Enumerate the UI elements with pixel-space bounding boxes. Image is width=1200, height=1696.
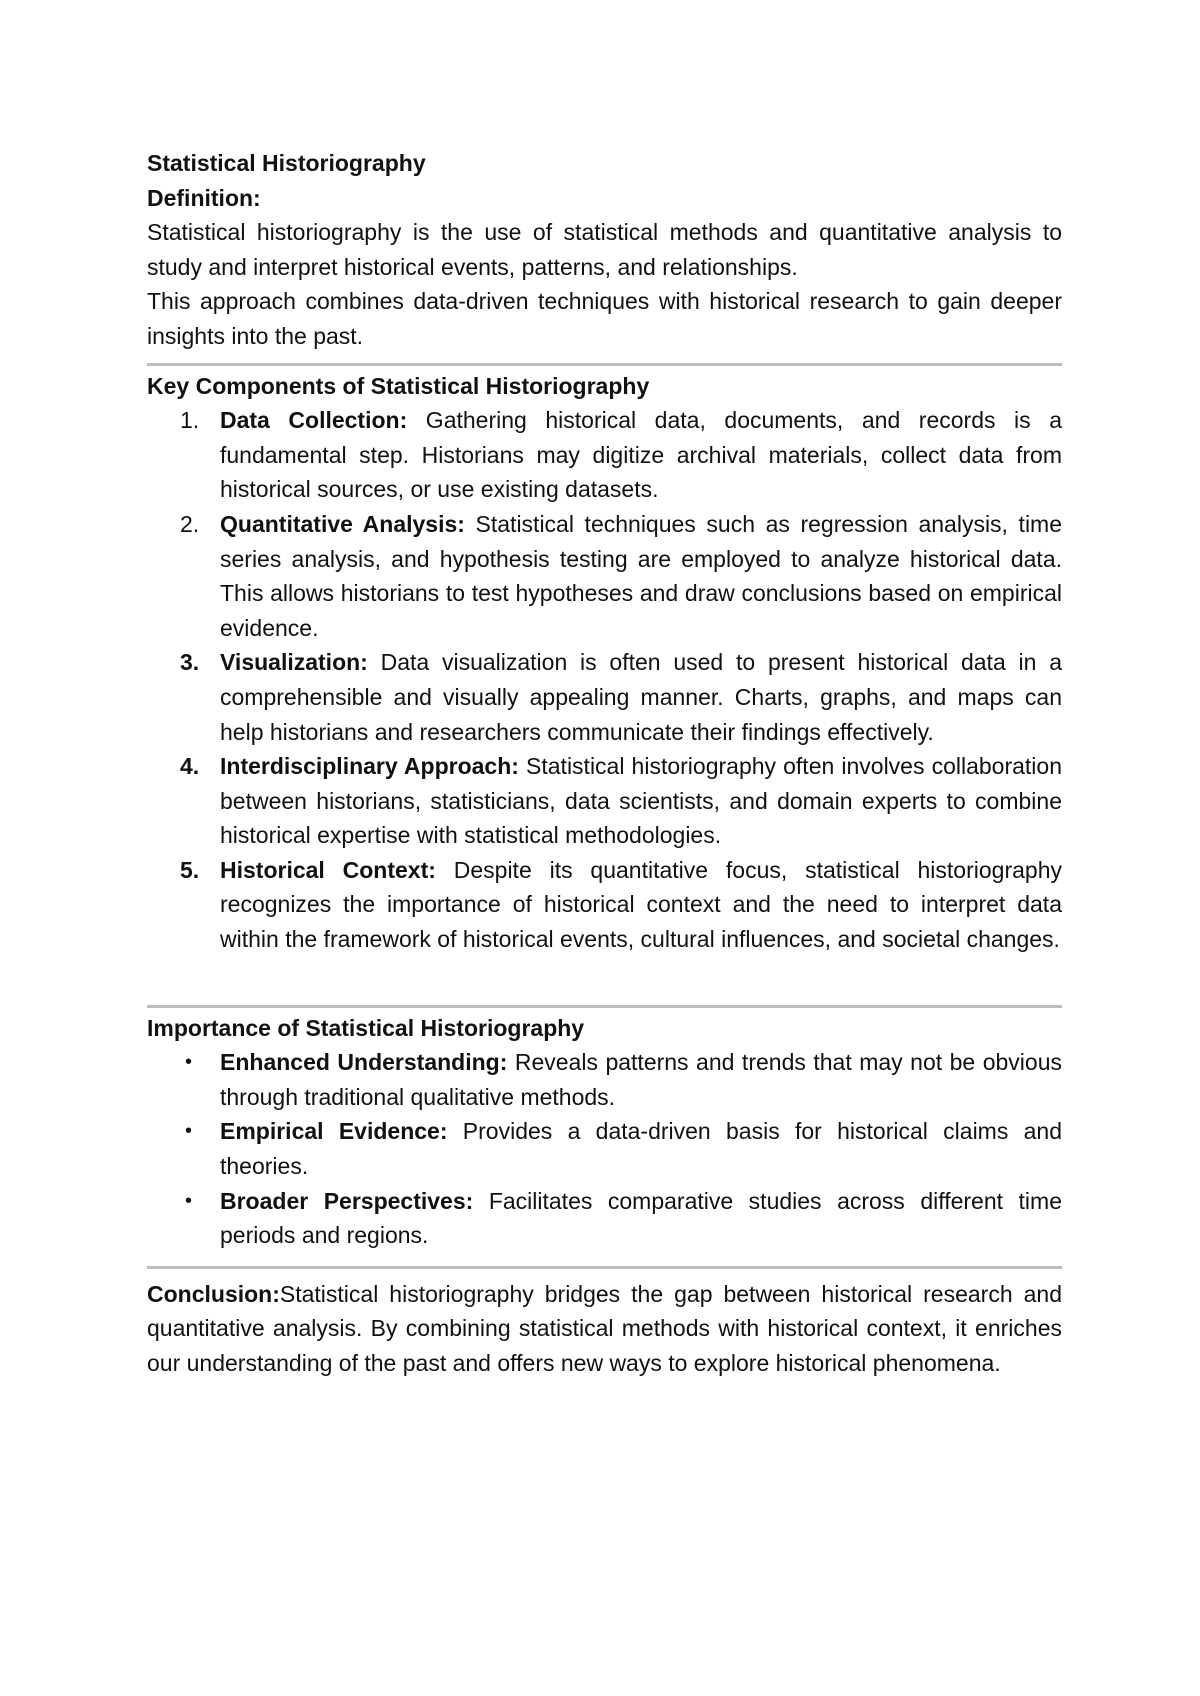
definition-paragraph: Statistical historiography is the use of statistical methods and quantitative analysis to study and interpret historical events, patterns, and relationships. [147, 219, 1062, 280]
list-item [147, 1045, 1062, 1114]
list-text: Reveals patterns and trends that may not be obvious through traditional qualitative methods. [220, 1049, 1062, 1110]
importance-heading: Importance of Statistical Historiography [147, 1014, 585, 1041]
list-text: Statistical historiography often involves collaboration between historians, statisticians, data scientists, and domain experts to combine historical expertise with statistical methodologies. [220, 753, 1063, 849]
list-item [147, 749, 1062, 853]
list-item [147, 1184, 1062, 1253]
list-item [147, 853, 1062, 957]
section-divider [147, 363, 1062, 366]
list-term: Data Collection: [220, 407, 408, 434]
document-title: Statistical Historiography [147, 150, 426, 176]
list-item [147, 1114, 1062, 1183]
definition-label: Definition: [147, 184, 261, 211]
bullet-icon: • [185, 1120, 193, 1143]
list-text: Facilitates comparative studies across different time periods and regions. [220, 1187, 1062, 1249]
conclusion-paragraph [147, 1277, 1062, 1381]
list-number: 3. [180, 649, 200, 676]
list-text: Despite its quantitative focus, statistical historiography recognizes the importance of historical context and the need to interpret data within the framework of historical events, cultural influences, and societal changes. [220, 856, 1062, 953]
list-item [147, 507, 1062, 645]
components-heading: Key Components of Statistical Historiography [147, 372, 650, 399]
list-term: Visualization: [220, 649, 368, 676]
list-term: Quantitative Analysis: [220, 510, 465, 537]
bullet-icon: • [185, 1051, 193, 1074]
list-number: 2. [180, 510, 200, 537]
bullet-icon: • [185, 1189, 193, 1212]
list-number: 4. [180, 753, 200, 780]
conclusion-label: Conclusion: [147, 1280, 280, 1307]
list-term: Interdisciplinary Approach: [220, 753, 519, 780]
list-number: 5. [180, 856, 200, 883]
list-text: Provides a data-driven basis for historical claims and theories. [220, 1118, 1063, 1180]
list-term: Enhanced Understanding: [220, 1049, 508, 1076]
list-text: Gathering historical data, documents, and records is a fundamental step. Historians may digitize archival materials, collect data from historical sources, or use existing datasets. [220, 407, 1062, 503]
list-term: Historical Context: [220, 856, 436, 883]
list-item [147, 645, 1062, 749]
components-list [147, 403, 1062, 957]
importance-list [147, 1045, 1062, 1253]
conclusion-text: Statistical historiography bridges the gap between historical research and quantitative analysis. By combining statistical methods with historical context, it enriches our understanding of the past and offers new ways to explore historical phenomena. [147, 1280, 1062, 1376]
list-term: Broader Perspectives: [220, 1187, 474, 1214]
list-text: Data visualization is often used to present historical data in a comprehensible and visually appealing manner. Charts, graphs, and maps can help historians and researchers communicate their findings effectively. [220, 649, 1062, 745]
definition-paragraph: This approach combines data-driven techniques with historical research to gain deeper insights into the past. [147, 288, 1062, 349]
list-term: Empirical Evidence: [220, 1118, 448, 1145]
list-text: Statistical techniques such as regression analysis, time series analysis, and hypothesis testing are employed to analyze historical data. This allows historians to test hypotheses and draw conclusions based on empirical evidence. [220, 510, 1062, 641]
section-divider [147, 1005, 1062, 1008]
list-item [147, 403, 1062, 507]
document-page [147, 146, 1062, 1381]
section-divider [147, 1266, 1062, 1269]
list-number: 1. [180, 407, 200, 434]
